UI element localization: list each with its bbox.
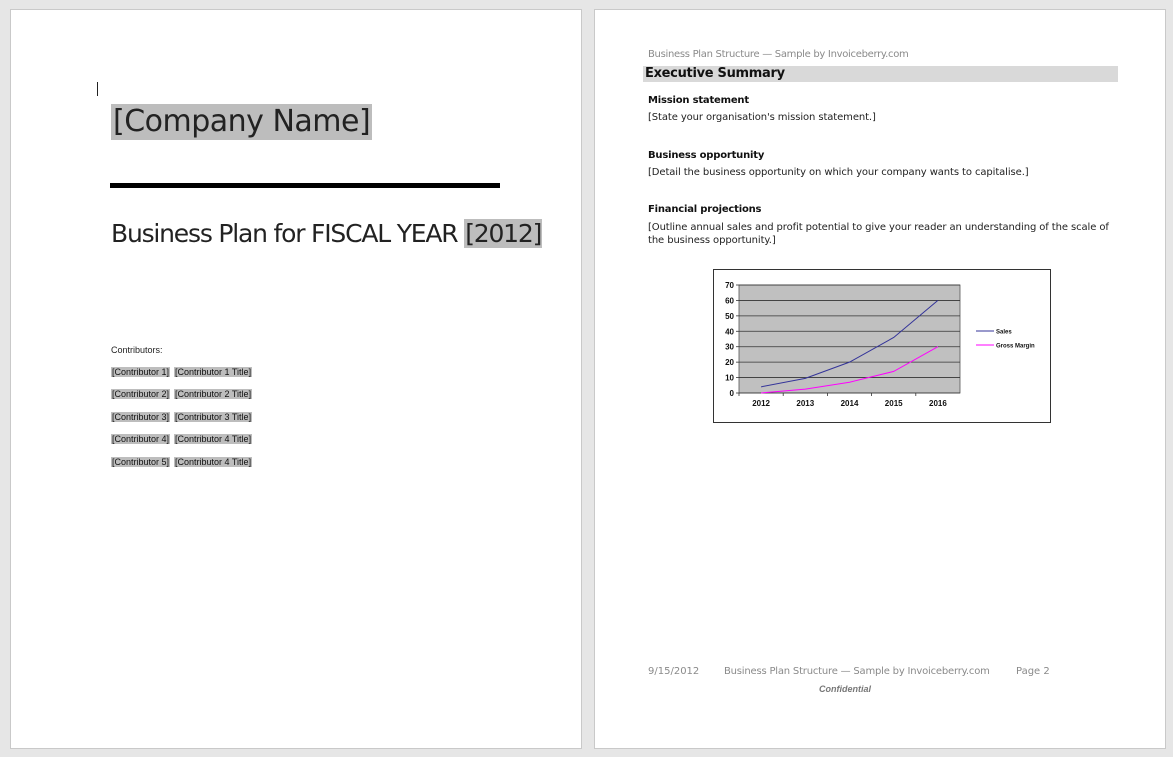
projections-heading: Financial projections <box>648 204 762 215</box>
mission-heading: Mission statement <box>648 95 749 106</box>
contributor-title[interactable]: [Contributor 2 Title] <box>175 389 252 400</box>
y-tick-label: 40 <box>725 327 734 337</box>
contributor-row <box>111 367 252 389</box>
y-tick-label: 30 <box>725 342 734 352</box>
contributor-title[interactable]: [Contributor 4 Title] <box>175 434 252 445</box>
company-name-placeholder[interactable]: [Company Name] <box>113 104 371 139</box>
x-tick-label: 2012 <box>752 399 770 408</box>
page-header: Business Plan Structure — Sample by Invoiceberry.com <box>648 49 909 60</box>
contributor-title[interactable]: [Contributor 3 Title] <box>175 411 252 422</box>
contributor-name[interactable]: [Contributor 1] <box>112 367 170 377</box>
y-tick-label: 50 <box>725 311 734 321</box>
text-cursor <box>97 82 98 96</box>
x-tick-label: 2014 <box>840 399 859 408</box>
contributor-name[interactable]: [Contributor 5] <box>112 456 170 467</box>
financial-chart[interactable] <box>713 269 1051 423</box>
cover-page <box>10 9 582 749</box>
y-tick-label: 70 <box>725 281 734 290</box>
chart-svg <box>714 270 1050 422</box>
contributor-name[interactable]: [Contributor 2] <box>112 389 170 400</box>
footer-title: Business Plan Structure — Sample by Invoiceberry.com <box>724 666 990 677</box>
contributor-title[interactable]: [Contributor 4 Title] <box>175 456 252 467</box>
contributor-name[interactable]: [Contributor 4] <box>112 434 170 445</box>
legend-label: Gross Margin <box>996 343 1035 350</box>
plan-title-prefix: Business Plan for FISCAL YEAR <box>111 219 465 248</box>
mission-text[interactable]: [State your organisation's mission statement.] <box>648 112 876 123</box>
y-tick-label: 0 <box>729 389 734 398</box>
title-divider <box>110 183 500 188</box>
footer-confidential: Confidential <box>819 684 871 694</box>
legend-label: Sales <box>996 329 1012 336</box>
footer-page-number: Page 2 <box>1016 666 1050 677</box>
contributor-row <box>111 389 252 411</box>
y-tick-label: 20 <box>725 358 734 368</box>
opportunity-text[interactable]: [Detail the business opportunity on which your company wants to capitalise.] <box>648 167 1029 178</box>
fiscal-year-placeholder[interactable]: [2012] <box>465 219 542 248</box>
contributor-title[interactable]: [Contributor 1 Title] <box>175 367 252 377</box>
contributors-list <box>111 367 252 479</box>
x-tick-label: 2015 <box>884 399 903 408</box>
y-tick-label: 60 <box>725 296 734 306</box>
contributors-label: Contributors: <box>111 345 163 355</box>
contributor-row <box>111 457 252 479</box>
x-tick-label: 2016 <box>929 399 947 408</box>
contributor-row <box>111 434 252 456</box>
y-tick-label: 10 <box>725 373 734 383</box>
projections-text[interactable]: [Outline annual sales and profit potential to give your reader an understanding of the scale of the business opportunity.] <box>648 222 1109 246</box>
x-tick-label: 2013 <box>796 399 815 408</box>
contributor-name[interactable]: [Contributor 3] <box>112 411 170 422</box>
contributor-row <box>111 412 252 434</box>
plot-area <box>739 285 960 393</box>
executive-summary-page <box>594 9 1166 749</box>
opportunity-heading: Business opportunity <box>648 150 765 161</box>
plan-title[interactable] <box>111 218 542 250</box>
section-title: Executive Summary <box>645 66 785 81</box>
footer-date: 9/15/2012 <box>648 666 700 677</box>
